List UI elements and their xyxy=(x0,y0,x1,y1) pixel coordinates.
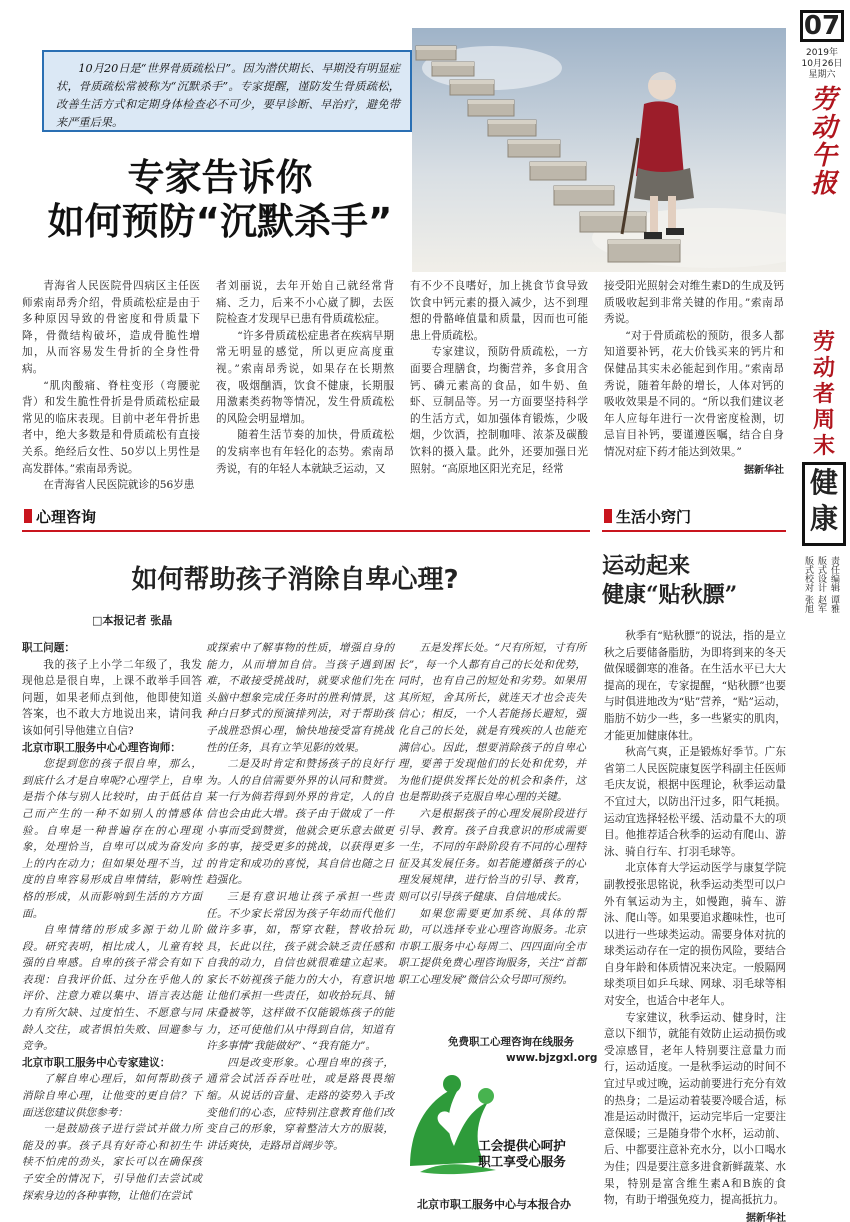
lead-paragraph: 专家建议，预防骨质疏松，一方面要合理膳食，均衡营养，多食用含钙、磷元素高的食品，如牛奶、鱼虾、豆制品等。另一方面要坚持科学的生活方式，如加强体育锻炼，少吸烟，少饮酒，控制咖啡、浓茶及碳酸饮料的摄入量。此外，还要加强日光照射。“高原地区阳光充足，经常 xyxy=(410,346,588,475)
tips-headline xyxy=(602,552,792,610)
lead-paragraph: 有不少不良嗜好，加上挑食节食导致饮食中钙元素的摄入减少，达不到理想的骨骼峰值量和质量，因而也可能患上骨质疏松。 xyxy=(410,280,588,342)
tips-section-label-text: 生活小窍门 xyxy=(616,508,692,526)
tips-paragraph: 秋季有“贴秋膘”的说法，指的是立秋之后要储备脂肪，为即将到来的冬天做保暖御寒的准备。在生活水平已大大提高的现在，专家提醒，“贴秋膘”也要与时俱进地改为“贴”营养，“贴”运动，脂肪不妨少一些，多一些紧实的肌肉，才能更加健康体壮。 xyxy=(604,630,786,742)
counsel-subheading: 北京市职工服务中心心理咨询师： xyxy=(22,741,181,754)
counsel-column-1 xyxy=(22,640,202,1204)
weekly-supplement-title xyxy=(806,330,842,460)
ad-slogan-line2: 职工享受心服务 xyxy=(478,1154,566,1169)
counsel-byline: □本报记者 张晶 xyxy=(92,614,173,627)
tips-paragraph: 秋高气爽，正是锻炼好季节。广东省第二人民医院康复医学科副主任医师毛庆友说，根据中医理论，秋季运动量不宜过大，以防出汗过多，阳气耗损。运动宜选择轻松平缓、活动量不大的项目。他推荐适合秋季的运动有爬山、游泳、骑自行车、打羽毛球等。 xyxy=(604,746,786,858)
lead-column-2 xyxy=(216,278,394,477)
counsel-headline: 如何帮助孩子消除自卑心理? xyxy=(131,565,459,595)
credit-proof: 版式校对 张旭 xyxy=(803,556,813,613)
tips-headline-line2: 健康“贴秋膘” xyxy=(602,582,738,608)
counsel-section-label xyxy=(24,508,96,526)
tips-paragraph: 北京体育大学运动医学与康复学院副教授张思铭说，秋季运动类型可以户外有氧运动为主，如慢跑，骑车、游泳、爬山等。如果要追求趣味性，也可以进行一些球类运动。需要身体对抗的球类运动存在一定的损伤风险，要结合自身年龄和体质情况来决定。一般隔网球类项目如乒乓球、网球、羽毛球等相对安全，也适合中老年人。 xyxy=(604,862,786,1008)
counsel-paragraph: 您提到您的孩子很自卑，那么，到底什么才是自卑呢?心理学上，自卑是指个体与别人比较时，由于低估自己而产生的一种不如别人的情感体验。自卑是一种普遍存在的心理现象，处理恰当，自卑可以成为奋发向上的内在动力；但如果处理不当，过度的自卑容易形成自卑情结，影响性格的形成，从而影响到生活的方方面面。 xyxy=(22,758,202,920)
tips-section-rule xyxy=(602,530,786,532)
counsel-column-3 xyxy=(398,640,586,988)
lead-paragraph: 在青海省人民医院就诊的56岁患 xyxy=(43,479,195,492)
counsel-section-label-text: 心理咨询 xyxy=(36,508,97,526)
lead-column-3 xyxy=(410,278,588,477)
section-marker-icon xyxy=(24,509,32,523)
tips-paragraph: 专家建议，秋季运动、健身时，注意以下细节，就能有效防止运动损伤或受凉感冒，老年人特别要注意量力而行，运动适度。一是秋季运动的时间不宜过早或过晚，运动前要进行充分有效的热身；二是运动着装要冷暖合适，标准是运动时微汗，运动完毕后一定要注意保暖；三是随身带个水杯，运动前、后、中都要注意补充水分，以小口喝水为佳；四是要注意多进食新鲜蔬菜、水果，特别是富含维生素A和B族的食物，有助于增强免疫力，提高抵抗力。 xyxy=(604,1011,786,1207)
lead-paragraph: “肌肉酸痛、脊柱变形（弯腰驼背）和发生脆性骨折是骨质疏松症最常见的临床表现。目前中老年骨折患者中，绝大多数是和骨质疏松有直接关系。绝经后女性、50岁以上男性是高发群体。”索南昂秀说。 xyxy=(22,379,200,475)
counsel-subheading: 职工问题： xyxy=(22,642,75,654)
weekly-title-char: 周 xyxy=(812,408,835,433)
masthead-char: 报 xyxy=(810,169,837,199)
lead-paragraph: “许多骨质疏松症患者在疾病早期常无明显的感觉，所以更应高度重视。”索南昂秀说，如果存在长期熬夜，吸烟酗酒，饮食不健康，长期服用激素类药物等情况，发生骨质疏松的风险会明显增加。 xyxy=(216,329,394,425)
intro-box xyxy=(42,50,412,132)
masthead-char: 劳 xyxy=(810,85,837,115)
weekly-title-char: 劳 xyxy=(812,330,835,355)
tips-section-label xyxy=(604,508,691,526)
lead-paragraph: 者刘丽说，去年开始自己就经常背痛、乏力，后来不小心崴了脚，去医院检查才发现早已患有骨质疏松症。 xyxy=(216,280,394,326)
counsel-paragraph: 一是鼓励孩子进行尝试并做力所能及的事。孩子具有好奇心和初生牛犊不怕虎的劲头，家长可以在确保孩子安全的情况下，引导他们去尝试或探索身边的各种事物，让他们在尝试 xyxy=(22,1123,202,1202)
issue-date-weekday: 星期六 xyxy=(808,70,836,80)
issue-date xyxy=(796,48,848,81)
counsel-paragraph: 四是改变形象。心理自卑的孩子，通常会试活吞吞吐吐，或是路畏畏缩缩。从说话的音量、走路的姿势入手改变他们的心态，应特别注意教育他们改变自己的形象，穿着整洁大方的服装，讲话爽快，走路昂首阔步等。 xyxy=(206,1056,394,1152)
counsel-paragraph: 或探索中了解事物的性质，增强自身的能力，从而增加自信。当孩子遇到困难，不敢接受挑战时，就要求他们先在头脑中想象完成任务时的胜利情景，这种白日梦式的预演排列法，对于帮助孩子战胜恐惧心理，愉快地接受富有挑战性的任务，具有立竿见影的效果。 xyxy=(206,642,394,754)
ad-footer: 北京市职工服务中心与本报合办 xyxy=(417,1198,571,1211)
newspaper-masthead xyxy=(806,86,842,198)
credit-design: 版式设计 赵军 xyxy=(816,556,826,613)
lead-column-1 xyxy=(22,278,200,494)
tips-headline-line1: 运动起来 xyxy=(602,553,691,579)
issue-date-day: 10月26日 xyxy=(801,59,843,69)
counsel-paragraph: 二是及时肯定和赞扬孩子的良好行为。人的自信需要外界的认同和赞赏。某一行为倘若得到外界的肯定，人的自信也会由此大增。孩子由于做成了一件小事而受到赞赏，他就会更乐意去做更多的事，接受更多的挑战，以获得更多的肯定和成功的喜悦，其自信也随之日趋强化。 xyxy=(206,758,394,887)
intro-text: 10月20日是“世界骨质疏松日”。因为潜伏期长、早期没有明显症状，骨质疏松常被称为“沉默杀手”。专家提醒，谨防发生骨质疏松，改善生活方式和定期身体检查必不可少，要早诊断、早治疗，避免带来严重后果。 xyxy=(56,62,400,129)
photo-illustration xyxy=(412,28,786,272)
section-name-char: 康 xyxy=(809,502,838,535)
counsel-paragraph: 如果您需要更加系统、具体的帮助，可以选择专业心理咨询服务。北京市职工服务中心每周二、四四面向全市职工提供免费心理咨询服务，关注“首都职工心理发展”微信公众号即可预约。 xyxy=(398,907,586,986)
editor-credits xyxy=(792,556,850,636)
tips-source: 据新华社 xyxy=(746,1212,786,1222)
credit-editor: 责任编辑 谭雅 xyxy=(829,556,839,613)
ad-slogan-line1: 工会提供心呵护 xyxy=(478,1138,566,1153)
elderly-woman-stairs-photo xyxy=(412,28,786,272)
weekly-title-char: 动 xyxy=(812,356,835,381)
weekly-title-char: 者 xyxy=(812,382,835,407)
section-name-char: 健 xyxy=(809,466,838,499)
ad-service-line: 免费职工心理咨询在线服务 xyxy=(448,1036,574,1048)
main-headline-line1: 专家告诉你 xyxy=(127,156,313,199)
issue-date-year: 2019年 xyxy=(806,48,838,58)
masthead-char: 动 xyxy=(810,113,837,143)
section-name-box xyxy=(802,462,846,546)
tips-column xyxy=(604,628,786,1222)
lead-source: 据新华社 xyxy=(744,464,784,476)
main-headline xyxy=(20,156,420,244)
section-marker-icon xyxy=(604,509,612,523)
ad-url: www.bjzgxl.org xyxy=(506,1052,598,1064)
lead-paragraph: “对于骨质疏松的预防，很多人都知道要补钙，花大价钱买来的钙片和保健品其实未必能起到作用。”索南昂秀说，随着年龄的增长，人体对钙的吸收效果是不同的。“所以我们建议老年人应每年进行一次骨密度检测，切忌盲目补钙，要谨遵医嘱，结合自身情况对症下药才能达到效果。” xyxy=(604,329,784,458)
counsel-paragraph: 了解自卑心理后，如何帮助孩子消除自卑心理，让他变的更自信？下面送您建议供您参考： xyxy=(22,1073,202,1119)
counsel-column-2 xyxy=(206,640,394,1154)
counsel-paragraph: 五是发挥长处。“尺有所短，寸有所长”，每一个人都有自己的长处和优势，同时，也有自己的短处和劣势。如果用其所短，舍其所长，就连天才也会丧失信心；相反，一个人若能扬长避短，强化自己的长处，就是有残疾的人也能充满信心。因此，想要消除孩子的自卑心理，要善于发现他们的长处和优势，并为他们提供发挥长处的机会和条件，这也是帮助孩子克服自卑心理的关键。 xyxy=(398,642,586,804)
masthead-char: 午 xyxy=(810,141,837,171)
counsel-paragraph: 六是根据孩子的心理发展阶段进行引导、教育。孩子自我意识的形成需要一生，不同的年龄阶段有不同的心理特征及其发展任务。如若能遵循孩子的心理发展规律，进行恰当的引导、教育，则可以引导孩子健康、自信地成长。 xyxy=(398,807,586,903)
counsel-section-rule xyxy=(22,530,590,532)
page-number: 07 xyxy=(800,10,844,42)
lead-paragraph: 青海省人民医院骨四病区主任医师索南昂秀介绍，骨质疏松症是由于多种原因导致的骨密度和骨质量下降，骨微结构破坏，造成骨脆性增加，从而容易发生骨折的全身性骨病。 xyxy=(22,280,200,375)
ad-slogan xyxy=(462,1138,582,1170)
counsel-paragraph: 我的孩子上小学二年级了，我发现他总是很自卑，上课不敢举手回答问题，如果老师点到他，他即使知道答案，也不敢大方地说出来，请问我该如何引导他建立自信? xyxy=(22,658,202,737)
counsel-subheading: 北京市职工服务中心专家建议： xyxy=(22,1056,171,1069)
counsel-paragraph: 自卑情绪的形成多源于幼儿阶段。研究表明，相比成人，儿童有较强的自卑感。自卑的孩子常会有如下表现：自我评价低、过分在乎他人的评价、注意力难以集中、语言表达能力有所欠缺、过度怕生、不愿意与同龄人交往，或者惧怕失败、回避参与竞争。 xyxy=(22,924,202,1053)
lead-paragraph: 接受阳光照射会对维生素D的生成及钙质吸收起到非常关键的作用。”索南昂秀说。 xyxy=(604,280,784,326)
lead-paragraph: 随着生活节奏的加快，骨质疏松的发病率也有年轻化的态势。索南昂秀说，有的年轻人本就缺乏运动，又 xyxy=(216,429,394,475)
weekly-title-char: 末 xyxy=(812,434,835,459)
main-headline-line2: 如何预防“沉默杀手” xyxy=(47,200,393,243)
lead-column-4 xyxy=(604,278,784,476)
counsel-paragraph: 三是有意识地让孩子承担一些责任。不少家长常因为孩子年幼而代他们做许多事，如，帮穿衣鞋，替收拾玩具，长此以往，孩子就会缺乏责任感和自我的动力，自信也就很难建立起来。家长不妨视孩子能力的大小，有意识地让他们承担一些责任，如收拾玩具、铺床叠被等，这样做不仅能锻炼孩子的能力，还可使他们从中得到自信，知道有许多事情“我能做好”、“我有能力”。 xyxy=(206,890,394,1053)
